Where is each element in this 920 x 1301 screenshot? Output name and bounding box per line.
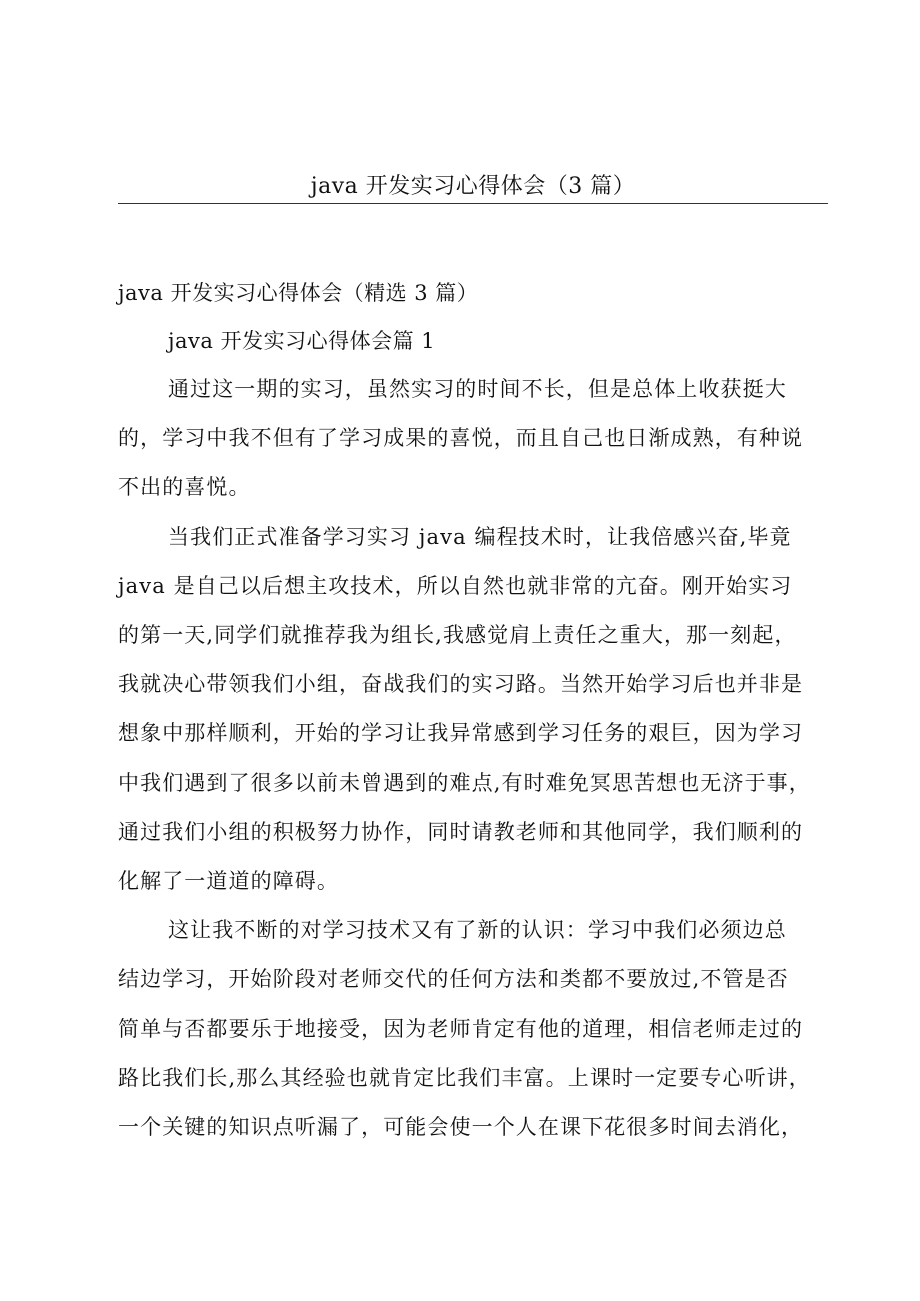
paragraph-line: 结边学习，开始阶段对老师交代的任何方法和类都不要放过,不管是否 [118, 967, 789, 992]
title-underline [118, 203, 828, 204]
paragraph-line: 这让我不断的对学习技术又有了新的认识：学习中我们必须边总 [168, 918, 787, 943]
body-text [118, 365, 828, 1152]
paragraph-line: 一个关键的知识点听漏了，可能会使一个人在课下花很多时间去消化， [118, 1115, 804, 1140]
document-title: java 开发实习心得体会（3 篇） [310, 174, 636, 199]
paragraph-3 [118, 906, 828, 1152]
paragraph-line: 不出的喜悦。 [118, 475, 251, 500]
document-subtitle: java 开发实习心得体会（精选 3 篇） [118, 281, 479, 305]
paragraph-1 [118, 365, 828, 513]
paragraph-line: 通过我们小组的积极努力协作，同时请教老师和其他同学，我们顺利的 [118, 819, 804, 844]
paragraph-line: 当我们正式准备学习实习 java 编程技术时，让我倍感兴奋,毕竟 [168, 524, 792, 549]
paragraph-line: 的第一天,同学们就推荐我为组长,我感觉肩上责任之重大，那一刻起， [118, 623, 797, 648]
paragraph-line: 的，学习中我不但有了学习成果的喜悦，而且自己也日渐成熟，有种说 [118, 426, 804, 451]
paragraph-line: 简单与否都要乐于地接受，因为老师肯定有他的道理，相信老师走过的 [118, 1016, 804, 1041]
paragraph-line: 想象中那样顺利，开始的学习让我异常感到学习任务的艰巨，因为学习 [118, 721, 804, 746]
paragraph-line: 路比我们长,那么其经验也就肯定比我们丰富。上课时一定要专心听讲， [118, 1065, 811, 1090]
paragraph-line: java 是自己以后想主攻技术，所以自然也就非常的亢奋。刚开始实习 [118, 573, 793, 598]
paragraph-line: 中我们遇到了很多以前未曾遇到的难点,有时难免冥思苦想也无济于事， [118, 770, 811, 795]
paragraph-line: 化解了一道道的障碍。 [118, 869, 339, 894]
paragraph-line: 我就决心带领我们小组，奋战我们的实习路。当然开始学习后也并非是 [118, 672, 804, 697]
paragraph-line: 通过这一期的实习，虽然实习的时间不长，但是总体上收获挺大 [168, 377, 787, 401]
section-heading: java 开发实习心得体会篇 1 [168, 329, 436, 353]
paragraph-2 [118, 513, 828, 907]
